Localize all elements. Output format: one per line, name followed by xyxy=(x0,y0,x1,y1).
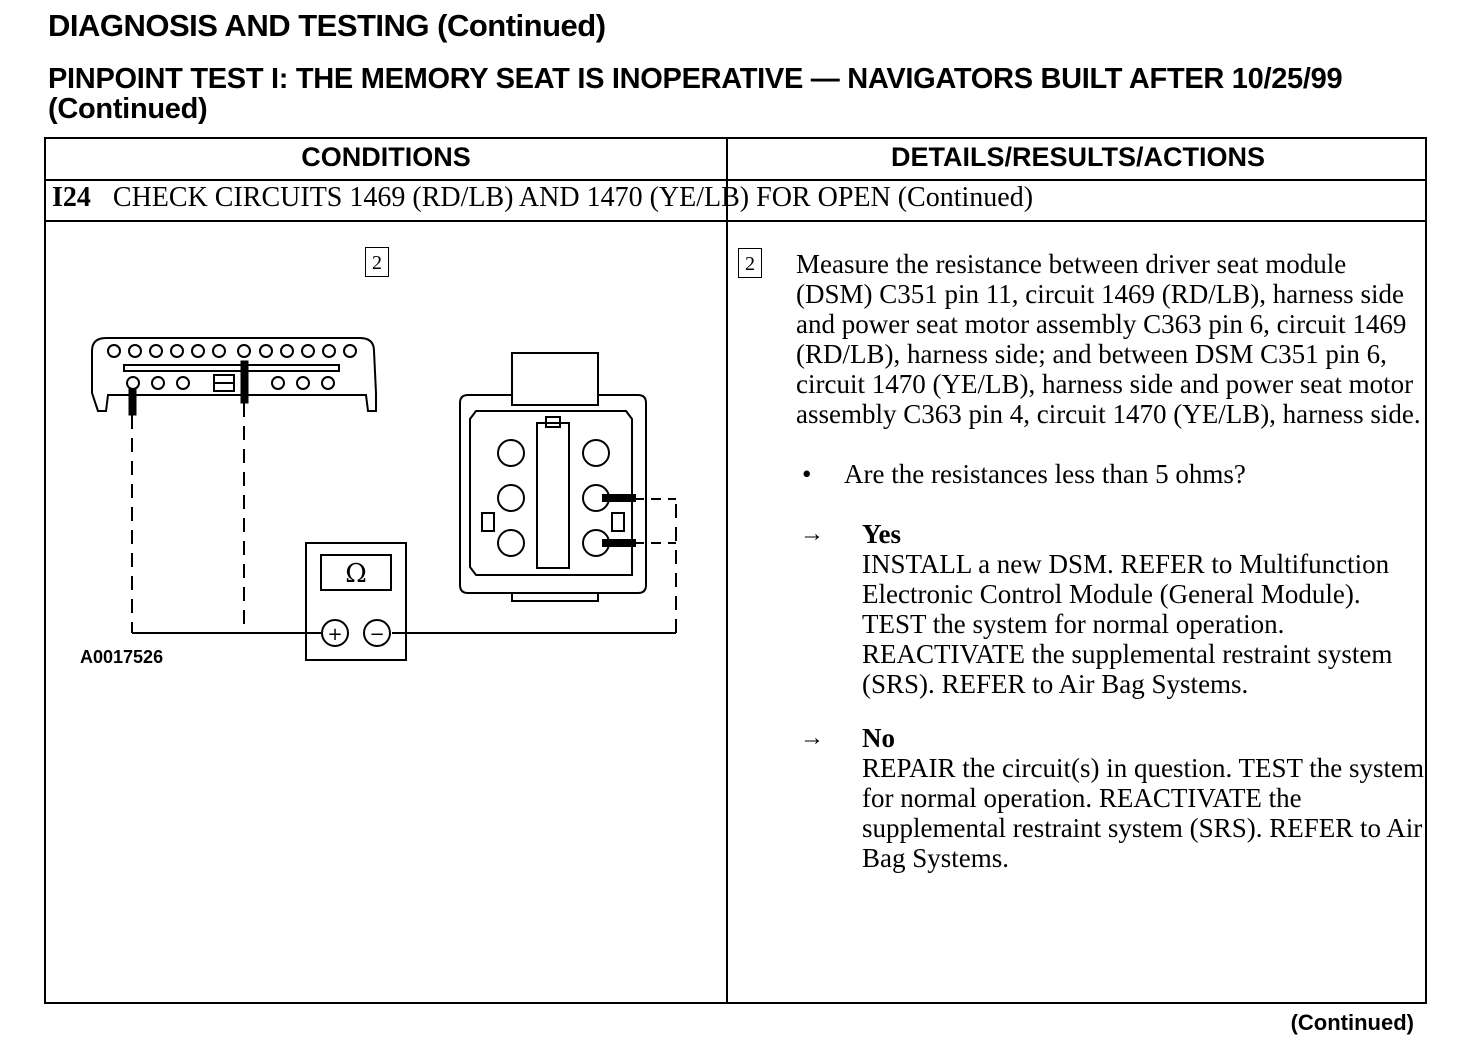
step-row-divider xyxy=(46,220,1425,222)
yes-arrow: → xyxy=(800,521,824,547)
question-item xyxy=(796,459,1426,489)
page-title: DIAGNOSIS AND TESTING (Continued) xyxy=(48,8,606,43)
yes-label: Yes xyxy=(862,519,901,549)
measurement-instruction: Measure the resistance between driver seat module (DSM) C351 pin 11, circuit 1469 (RD/LB), harness side and power seat motor assembly C363 pin 6, circuit 1469 (RD/LB), harness side; and between DSM C351 pin 6, circuit 1470 (YE/LB), harness side and power seat motor assembly C363 pin 4, circuit 1470 (YE/LB), harness side. xyxy=(796,249,1421,429)
no-label: No xyxy=(862,723,895,753)
details-header: DETAILS/RESULTS/ACTIONS xyxy=(890,142,1265,172)
continued-footer: (Continued) xyxy=(1290,1010,1414,1035)
figure-id: A0017526 xyxy=(80,647,164,667)
wiring-diagram xyxy=(46,223,726,663)
ohm-symbol: Ω xyxy=(345,559,367,589)
step-title: CHECK CIRCUITS 1469 (RD/LB) AND 1470 (YE/LB) FOR OPEN (Continued) xyxy=(112,182,1034,213)
details-step-box: 2 xyxy=(738,248,762,278)
pinpoint-test-title: PINPOINT TEST I: THE MEMORY SEAT IS INOPERATIVE — NAVIGATORS BUILT AFTER 10/25/99 (Continued) xyxy=(48,63,1343,125)
dsm-probes xyxy=(129,361,248,415)
column-divider xyxy=(726,139,728,1002)
conditions-header: CONDITIONS xyxy=(301,142,471,172)
test-table xyxy=(44,137,1427,1004)
diagram-step-box: 2 xyxy=(365,247,389,277)
motor-probes xyxy=(602,494,636,547)
no-arrow: → xyxy=(800,725,824,751)
meter-plus-terminal: + xyxy=(327,624,343,645)
step-row xyxy=(52,182,1033,214)
motor-connector xyxy=(460,353,646,601)
no-action: REPAIR the circuit(s) in question. TEST the system for normal operation. REACTIVATE the supplemental restraint system (SRS). REFER to Air Bag Systems. xyxy=(862,753,1424,873)
question-text: Are the resistances less than 5 ohms? xyxy=(844,459,1246,489)
details-panel xyxy=(796,249,1426,873)
meter-minus-terminal: − xyxy=(369,624,385,645)
meter-leads xyxy=(132,403,676,633)
step-number: I24 xyxy=(52,182,91,213)
yes-action: INSTALL a new DSM. REFER to Multifunction Electronic Control Module (General Module). TEST the system for normal operation. REACTIVATE the supplemental restraint system (SRS). REFER to Air Bag Systems. xyxy=(862,549,1393,699)
bullet: • xyxy=(802,459,812,489)
yes-branch xyxy=(796,519,1426,699)
no-branch xyxy=(796,723,1426,873)
header-divider xyxy=(46,179,1425,181)
